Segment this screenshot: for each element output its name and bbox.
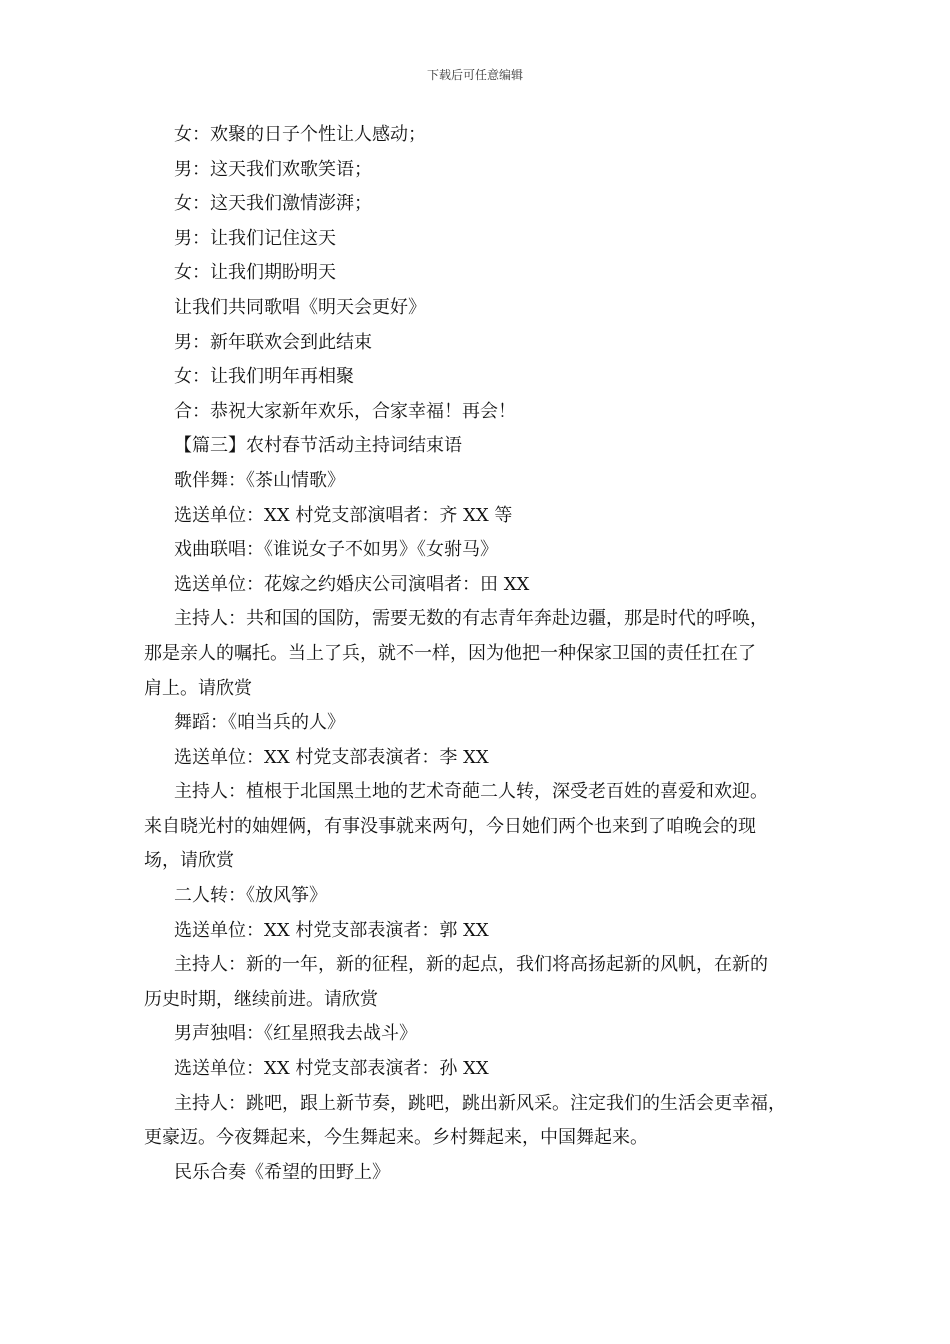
paragraph-continuation: 历史时期，继续前进。请欣赏 — [144, 988, 378, 1010]
paragraph: 主持人：植根于北国黑土地的艺术奇葩二人转，深受老百姓的喜爱和欢迎。 — [174, 781, 768, 803]
paragraph: 选送单位：花嫁之约婚庆公司演唱者：田 XX — [174, 573, 530, 595]
paragraph: 让我们共同歌唱《明天会更好》 — [174, 296, 426, 318]
paragraph: 主持人：新的一年，新的征程，新的起点，我们将高扬起新的风帆，在新的 — [174, 954, 768, 976]
paragraph: 选送单位：XX 村党支部演唱者：齐 XX 等 — [174, 504, 513, 526]
paragraph: 男：新年联欢会到此结束 — [174, 331, 372, 353]
paragraph: 选送单位：XX 村党支部表演者：郭 XX — [174, 919, 489, 941]
paragraph: 男声独唱：《红星照我去战斗》 — [174, 1023, 417, 1045]
paragraph: 男：让我们记住这天 — [174, 227, 336, 249]
paragraph: 选送单位：XX 村党支部表演者：李 XX — [174, 746, 489, 768]
paragraph-continuation: 更豪迈。今夜舞起来，今生舞起来。乡村舞起来，中国舞起来。 — [144, 1127, 648, 1149]
paragraph: 戏曲联唱：《谁说女子不如男》《女驸马》 — [174, 539, 498, 561]
page-header: 下载后可任意编辑 — [426, 68, 523, 82]
paragraph: 男：这天我们欢歌笑语； — [174, 158, 372, 180]
paragraph: 选送单位：XX 村党支部表演者：孙 XX — [174, 1058, 489, 1080]
paragraph: 合：恭祝大家新年欢乐，合家幸福！再会！ — [174, 400, 516, 422]
paragraph-continuation: 那是亲人的嘱托。当上了兵，就不一样，因为他把一种保家卫国的责任扛在了 — [144, 642, 756, 664]
document-body — [144, 118, 808, 1190]
paragraph: 歌伴舞：《茶山情歌》 — [174, 469, 345, 491]
section-heading: 【篇三】农村春节活动主持词结束语 — [174, 435, 462, 457]
paragraph: 民乐合奏《希望的田野上》 — [174, 1161, 390, 1183]
paragraph: 女：让我们明年再相聚 — [174, 366, 354, 388]
paragraph-continuation: 肩上。请欣赏 — [144, 677, 252, 699]
paragraph: 舞蹈：《咱当兵的人》 — [174, 712, 345, 734]
paragraph-continuation: 来自晓光村的妯娌俩，有事没事就来两句，今日她们两个也来到了咱晚会的现 — [144, 815, 756, 837]
paragraph: 女：欢聚的日子个性让人感动； — [174, 124, 426, 145]
paragraph: 女：让我们期盼明天 — [174, 262, 336, 284]
paragraph: 二人转：《放风筝》 — [174, 885, 327, 907]
paragraph-continuation: 场，请欣赏 — [144, 850, 234, 872]
paragraph: 主持人：共和国的国防，需要无数的有志青年奔赴边疆，那是时代的呼唤， — [174, 608, 768, 630]
paragraph: 女：这天我们激情澎湃； — [174, 193, 372, 215]
paragraph: 主持人：跳吧，跟上新节奏，跳吧，跳出新风采。注定我们的生活会更幸福， — [174, 1092, 786, 1114]
